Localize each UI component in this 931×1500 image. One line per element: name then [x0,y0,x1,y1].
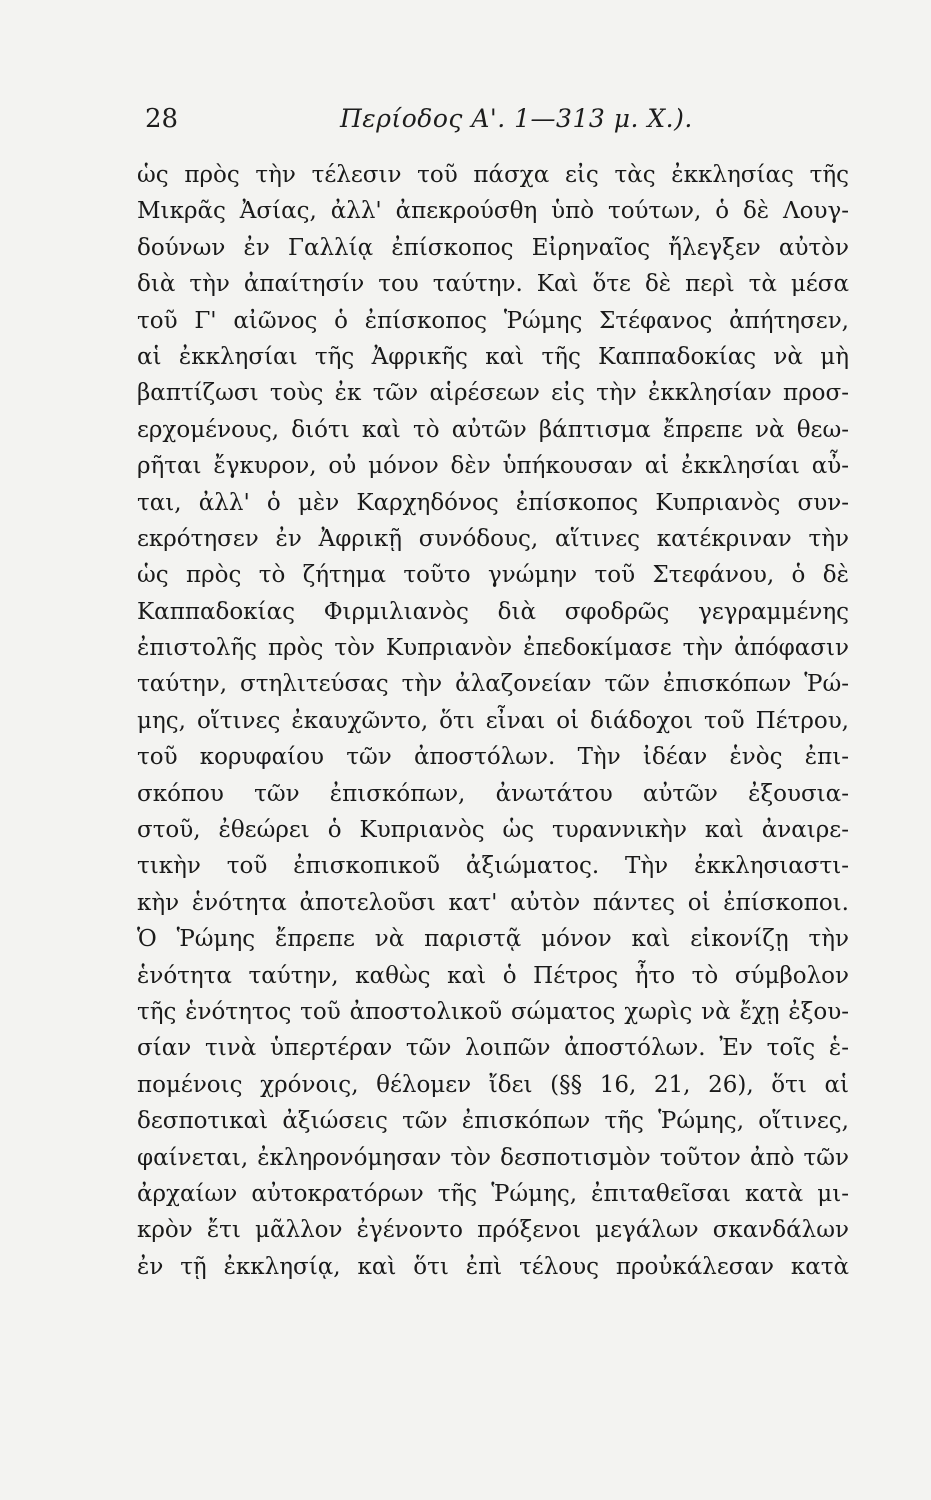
page-header [145,104,765,144]
page-number: 28 [145,104,179,134]
text-line: ἐπιστολῆς πρὸς τὸν Κυπριανὸν ἐπεδοκίμασε τὴν ἀπόφασιν [137,635,849,662]
running-head: Περίοδος Α'. 1—313 μ. Χ.). [340,104,693,133]
text-line: ἀρχαίων αὐτοκρατόρων τῆς Ῥώμης, ἐπιταθεῖσαι κατὰ μι- [137,1180,849,1207]
text-line: αἱ ἐκκλησίαι τῆς Ἀφρικῆς καὶ τῆς Καππαδοκίας νὰ μὴ [137,343,849,370]
text-line: ἑνότητα ταύτην, καθὼς καὶ ὁ Πέτρος ἦτο τὸ σύμβολον [137,962,849,989]
text-line: ερχομένους, διότι καὶ τὸ αὐτῶν βάπτισμα ἔπρεπε νὰ θεω- [137,416,849,443]
text-line: βαπτίζωσι τοὺς ἐκ τῶν αἱρέσεων εἰς τὴν ἐκκλησίαν προσ- [137,380,849,407]
text-line: ται, ἀλλ' ὁ μὲν Καρχηδόνος ἐπίσκοπος Κυπριανὸς συν- [137,489,849,516]
text-line: σίαν τινὰ ὑπερτέραν τῶν λοιπῶν ἀποστόλων. Ἐν τοῖς ἑ- [137,1035,849,1062]
text-line: πομένοις χρόνοις, θέλομεν ἴδει (§§ 16, 21, 26), ὅτι αἱ [137,1071,849,1098]
text-line: στοῦ, ἐθεώρει ὁ Κυπριανὸς ὡς τυραννικὴν καὶ ἀναιρε- [137,817,849,844]
text-line: τοῦ Γ' αἰῶνος ὁ ἐπίσκοπος Ῥώμης Στέφανος ἀπήτησεν, [137,307,849,334]
text-line: ὡς πρὸς τὴν τέλεσιν τοῦ πάσχα εἰς τὰς ἐκκλησίας τῆς [137,162,849,188]
text-line: κὴν ἑνότητα ἀποτελοῦσι κατ' αὐτὸν πάντες οἱ ἐπίσκοποι. [137,889,849,916]
text-line: φαίνεται, ἐκληρονόμησαν τὸν δεσποτισμὸν τοῦτον ἀπὸ τῶν [137,1144,849,1171]
text-line: ταύτην, στηλιτεύσας τὴν ἀλαζονείαν τῶν ἐπισκόπων Ῥώ- [137,671,849,698]
text-line: τικὴν τοῦ ἐπισκοπικοῦ ἀξιώματος. Τὴν ἐκκλησιαστι- [137,853,849,880]
body-text [137,157,849,1285]
text-line: τοῦ κορυφαίου τῶν ἀποστόλων. Τὴν ἰδέαν ἑνὸς ἐπι- [137,744,849,771]
text-line: Μικρᾶς Ἀσίας, ἀλλ' ἀπεκρούσθη ὑπὸ τούτων, ὁ δὲ Λουγ- [137,198,849,225]
text-line: Ὁ Ῥώμης ἔπρεπε νὰ παριστᾷ μόνον καὶ εἰκονίζῃ τὴν [137,926,849,953]
text-line: σκόπου τῶν ἐπισκόπων, ἀνωτάτου αὐτῶν ἐξουσια- [137,780,849,807]
text-line: τῆς ἑνότητος τοῦ ἀποστολικοῦ σώματος χωρὶς νὰ ἔχῃ ἐξου- [137,998,849,1025]
text-line: ὡς πρὸς τὸ ζήτημα τοῦτο γνώμην τοῦ Στεφάνου, ὁ δὲ [137,562,849,589]
text-line: εκρότησεν ἐν Ἀφρικῇ συνόδους, αἵτινες κατέκριναν τὴν [137,525,849,552]
text-line: κρὸν ἔτι μᾶλλον ἐγένοντο πρόξενοι μεγάλων σκανδάλων [137,1217,849,1244]
text-line: ἐν τῇ ἐκκλησίᾳ, καὶ ὅτι ἐπὶ τέλους προὐκάλεσαν κατὰ [137,1253,849,1280]
text-line: δεσποτικαὶ ἀξιώσεις τῶν ἐπισκόπων τῆς Ῥώμης, οἵτινες, [137,1108,849,1135]
text-line: ρῆται ἔγκυρον, οὐ μόνον δὲν ὑπήκουσαν αἱ ἐκκλησίαι αὖ- [137,453,849,480]
text-line: Καππαδοκίας Φιρμιλιανὸς διὰ σφοδρῶς γεγραμμένης [137,598,849,625]
text-line: μης, οἵτινες ἐκαυχῶντο, ὅτι εἶναι οἱ διάδοχοι τοῦ Πέτρου, [137,707,849,734]
text-line: δούνων ἐν Γαλλίᾳ ἐπίσκοπος Εἰρηναῖος ἤλεγξεν αὐτὸν [137,234,849,261]
text-line: διὰ τὴν ἀπαίτησίν του ταύτην. Καὶ ὅτε δὲ περὶ τὰ μέσα [137,271,849,298]
